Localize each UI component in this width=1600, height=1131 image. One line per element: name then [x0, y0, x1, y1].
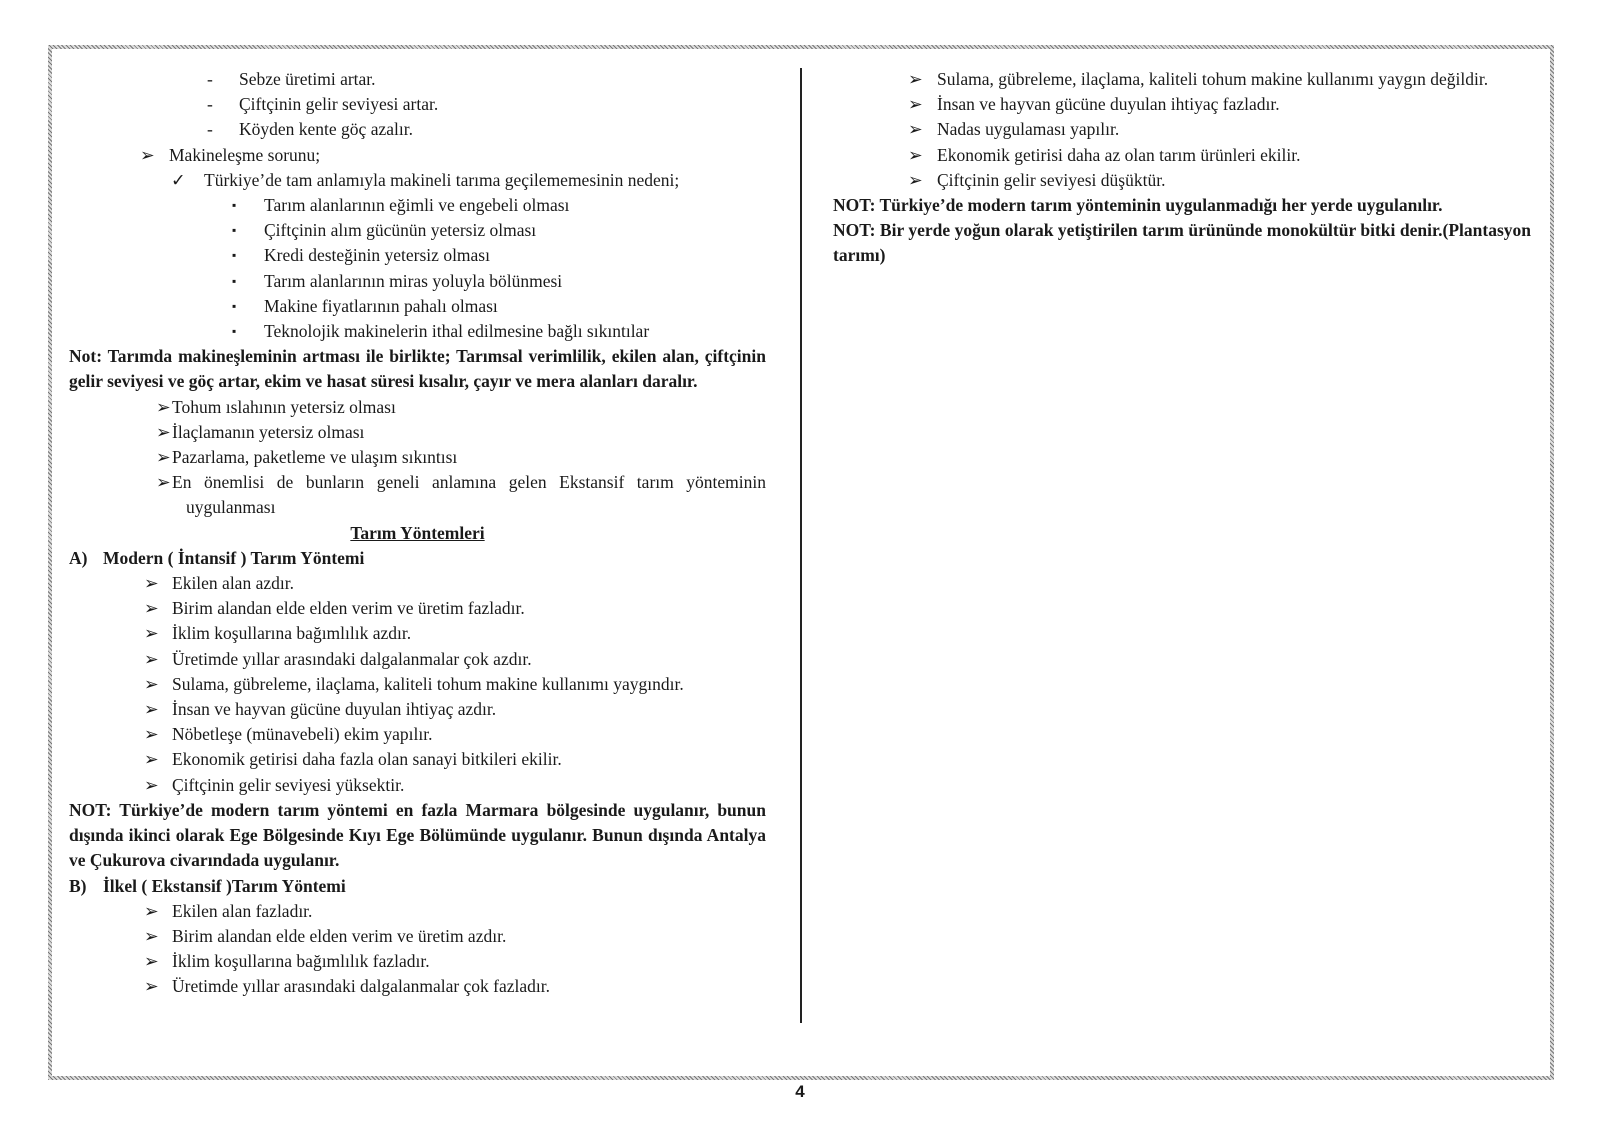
- arrow-bullet-icon: ➢: [156, 472, 171, 493]
- item-text: Çiftçinin gelir seviyesi düşüktür.: [937, 169, 1166, 190]
- item-text: En önemlisi de bunların geneli anlamına gelen Ekstansif tarım yönteminin uygulanması: [172, 472, 766, 518]
- arrow-bullet-icon: ➢: [144, 976, 159, 997]
- arrow-bullet-icon: ➢: [144, 900, 159, 921]
- item-text: Birim alandan elde elden verim ve üretim azdır.: [172, 925, 507, 946]
- list-item: [69, 773, 766, 798]
- item-text: Çiftçinin gelir seviyesi artar.: [239, 94, 439, 115]
- item-text: Not: Tarımda makineşleminin artması ile birlikte; Tarımsal verimlilik, ekilen alan, çiftçinin gelir seviyesi ve göç artar, ekim ve hasat süresi kısalır, çayır ve mera alanları daralır.: [69, 346, 766, 392]
- section-letter: B): [69, 875, 87, 896]
- page-number: 4: [795, 1082, 805, 1101]
- arrow-bullet-icon: ➢: [144, 724, 159, 745]
- arrow-bullet-icon: ➢: [144, 951, 159, 972]
- square-bullet-icon: ▪: [232, 198, 237, 213]
- list-item: [69, 722, 766, 747]
- list-item: [69, 747, 766, 772]
- arrow-bullet-icon: ➢: [908, 169, 923, 190]
- list-item: [833, 92, 1531, 117]
- item-text: Ekonomik getirisi daha fazla olan sanayi bitkileri ekilir.: [172, 749, 562, 770]
- item-text: Çiftçinin gelir seviyesi yüksektir.: [172, 774, 405, 795]
- list-item: [69, 117, 766, 142]
- item-text: Köyden kente göç azalır.: [239, 119, 413, 140]
- square-bullet-icon: ▪: [232, 223, 237, 238]
- square-bullet-icon: ▪: [232, 298, 237, 313]
- column-divider: [800, 68, 802, 1023]
- arrow-bullet-icon: ➢: [144, 774, 159, 795]
- list-item: [833, 143, 1531, 168]
- arrow-bullet-icon: ➢: [144, 925, 159, 946]
- list-item: [69, 319, 766, 344]
- dash-bullet-icon: -: [207, 69, 213, 89]
- item-text: Kredi desteğinin yetersiz olması: [264, 245, 490, 266]
- item-text: NOT: Bir yerde yoğun olarak yetiştirilen tarım ürününde monokültür bitki denir.(Plantasyon tarımı): [833, 220, 1531, 266]
- arrow-bullet-icon: ➢: [908, 94, 923, 115]
- arrow-bullet-icon: ➢: [140, 144, 155, 165]
- list-item: [69, 672, 766, 697]
- list-item: [833, 168, 1531, 193]
- list-item: [833, 67, 1531, 92]
- arrow-bullet-icon: ➢: [144, 673, 159, 694]
- note-paragraph: [833, 193, 1531, 218]
- item-text: Sulama, gübreleme, ilaçlama, kaliteli tohum makine kullanımı yaygın değildir.: [937, 69, 1489, 89]
- arrow-bullet-icon: ➢: [156, 447, 171, 468]
- item-text: Ekilen alan fazladır.: [172, 900, 313, 921]
- item-text: Ekonomik getirisi daha az olan tarım ürünleri ekilir.: [937, 144, 1301, 165]
- note-paragraph: [833, 218, 1531, 268]
- list-item: [69, 294, 766, 319]
- list-item: [69, 420, 766, 445]
- item-text: İnsan ve hayvan gücüne duyulan ihtiyaç fazladır.: [937, 94, 1280, 115]
- list-item: [69, 899, 766, 924]
- arrow-bullet-icon: ➢: [908, 144, 923, 165]
- arrow-bullet-icon: ➢: [144, 749, 159, 770]
- dash-bullet-icon: -: [207, 119, 213, 140]
- square-bullet-icon: ▪: [232, 248, 237, 263]
- list-item: [69, 92, 766, 117]
- list-item: [69, 143, 766, 168]
- item-text: Modern ( İntansif ) Tarım Yöntemi: [103, 547, 365, 568]
- list-item: [69, 168, 766, 193]
- arrow-bullet-icon: ➢: [144, 573, 159, 594]
- list-item: [69, 596, 766, 621]
- list-item: [69, 974, 766, 999]
- arrow-bullet-icon: ➢: [144, 699, 159, 720]
- list-item: [69, 243, 766, 268]
- item-text: Makine fiyatlarının pahalı olması: [264, 295, 498, 316]
- list-item: [69, 218, 766, 243]
- list-item: [69, 445, 766, 470]
- item-text: Nadas uygulaması yapılır.: [937, 119, 1120, 140]
- list-item: [833, 117, 1531, 142]
- list-item: [69, 697, 766, 722]
- left-column: [69, 67, 766, 1000]
- item-text: Üretimde yıllar arasındaki dalgalanmalar çok fazladır.: [172, 976, 551, 997]
- item-text: Tarım Yöntemleri: [350, 522, 485, 543]
- item-text: Ekilen alan azdır.: [172, 573, 294, 594]
- section-heading: [69, 521, 766, 546]
- item-text: Türkiye’de tam anlamıyla makineli tarıma geçilememesinin nedeni;: [204, 169, 680, 190]
- list-item: [69, 621, 766, 646]
- item-text: Nöbetleşe (münavebeli) ekim yapılır.: [172, 724, 433, 745]
- item-text: Sebze üretimi artar.: [239, 69, 376, 89]
- item-text: İlkel ( Ekstansif )Tarım Yöntemi: [103, 875, 346, 896]
- item-text: Makineleşme sorunu;: [169, 144, 321, 165]
- item-text: İklim koşullarına bağımlılık fazladır.: [172, 951, 430, 972]
- list-item: [69, 67, 766, 92]
- list-item: [69, 395, 766, 420]
- item-text: Teknolojik makinelerin ithal edilmesine bağlı sıkıntılar: [264, 321, 650, 342]
- subsection-heading: [69, 546, 766, 571]
- square-bullet-icon: ▪: [232, 273, 237, 288]
- arrow-bullet-icon: ➢: [144, 623, 159, 644]
- item-text: İklim koşullarına bağımlılık azdır.: [172, 623, 412, 644]
- arrow-bullet-icon: ➢: [144, 648, 159, 669]
- list-item: [69, 949, 766, 974]
- note-paragraph: [69, 798, 766, 874]
- list-item: [69, 924, 766, 949]
- item-text: NOT: Türkiye’de modern tarım yöntemi en fazla Marmara bölgesinde uygulanır, bunun dışında ikinci olarak Ege Bölgesinde Kıyı Ege Bölümünde uygulanır. Bunun dışında Antalya ve Çukurova civarındada uygulanır.: [69, 799, 766, 871]
- subsection-heading: [69, 874, 766, 899]
- list-item: [69, 269, 766, 294]
- list-item: [69, 571, 766, 596]
- dash-bullet-icon: -: [207, 94, 213, 115]
- item-text: Tarım alanlarının eğimli ve engebeli olması: [264, 195, 570, 216]
- check-bullet-icon: ✓: [171, 169, 186, 190]
- item-text: İlaçlamanın yetersiz olması: [172, 421, 365, 442]
- right-column: [833, 67, 1531, 269]
- section-letter: A): [69, 547, 88, 568]
- arrow-bullet-icon: ➢: [156, 421, 171, 442]
- item-text: Tarım alanlarının miras yoluyla bölünmesi: [264, 270, 563, 291]
- arrow-bullet-icon: ➢: [144, 598, 159, 619]
- item-text: Sulama, gübreleme, ilaçlama, kaliteli tohum makine kullanımı yaygındır.: [172, 673, 684, 694]
- square-bullet-icon: ▪: [232, 324, 237, 339]
- item-text: Pazarlama, paketleme ve ulaşım sıkıntısı: [172, 447, 458, 468]
- item-text: Çiftçinin alım gücünün yetersiz olması: [264, 220, 537, 241]
- item-text: NOT: Türkiye’de modern tarım yönteminin uygulanmadığı her yerde uygulanılır.: [833, 195, 1443, 216]
- item-text: Üretimde yıllar arasındaki dalgalanmalar çok azdır.: [172, 648, 532, 669]
- arrow-bullet-icon: ➢: [908, 69, 923, 89]
- list-item: [69, 193, 766, 218]
- arrow-bullet-icon: ➢: [156, 396, 171, 417]
- item-text: İnsan ve hayvan gücüne duyulan ihtiyaç azdır.: [172, 699, 497, 720]
- note-paragraph: [69, 344, 766, 394]
- arrow-bullet-icon: ➢: [908, 119, 923, 140]
- list-item: [69, 470, 766, 520]
- list-item: [69, 647, 766, 672]
- item-text: Tohum ıslahının yetersiz olması: [172, 396, 396, 417]
- item-text: Birim alandan elde elden verim ve üretim fazladır.: [172, 598, 525, 619]
